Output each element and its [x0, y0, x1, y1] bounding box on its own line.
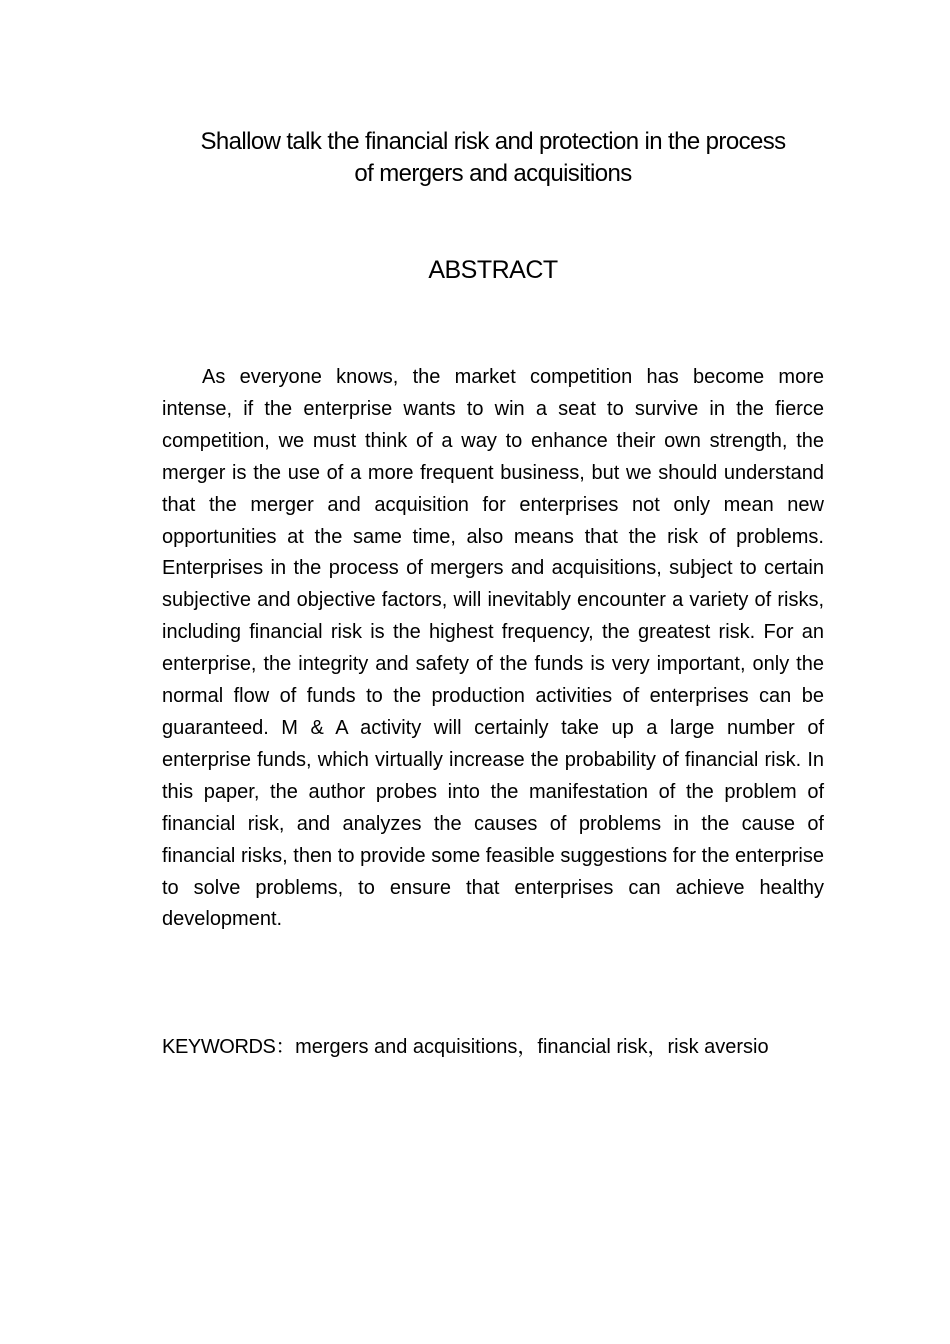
abstract-heading: ABSTRACT: [428, 256, 558, 284]
keywords-line: [162, 1031, 842, 1063]
keywords-text: mergers and acquisitions，financial risk，risk aversio: [295, 1036, 769, 1058]
abstract-body: As everyone knows, the market competition has become more intense, if the enterprise wants to win a seat to survive in the fierce competition, we must think of a way to enhance their own strength, the merger is the use of a more frequent business, but we should understand that the merger and acquisition for enterprises not only mean new opportunities at the same time, also means that the risk of problems. Enterprises in the process of mergers and acquisitions, subject to certain subjective and objective factors, will inevitably encounter a variety of risks, including financial risk is the highest frequency, the greatest risk. For an enterprise, the integrity and safety of the funds is very important, only the normal flow of funds to the production activities of enterprises can be guaranteed. M & A activity will certainly take up a large number of enterprise funds, which virtually increase the probability of financial risk. In this paper, the author probes into the manifestation of the problem of financial risk, and analyzes the causes of problems in the cause of financial risks, then to provide some feasible suggestions for the enterprise to solve problems, to ensure that enterprises can achieve healthy development.: [162, 366, 824, 931]
paper-title-line-2: of mergers and acquisitions: [354, 160, 632, 187]
paper-title: [150, 126, 836, 190]
keywords-label: KEYWORDS：: [162, 1036, 296, 1058]
paper-title-line-1: Shallow talk the financial risk and protection in the process: [200, 128, 786, 155]
